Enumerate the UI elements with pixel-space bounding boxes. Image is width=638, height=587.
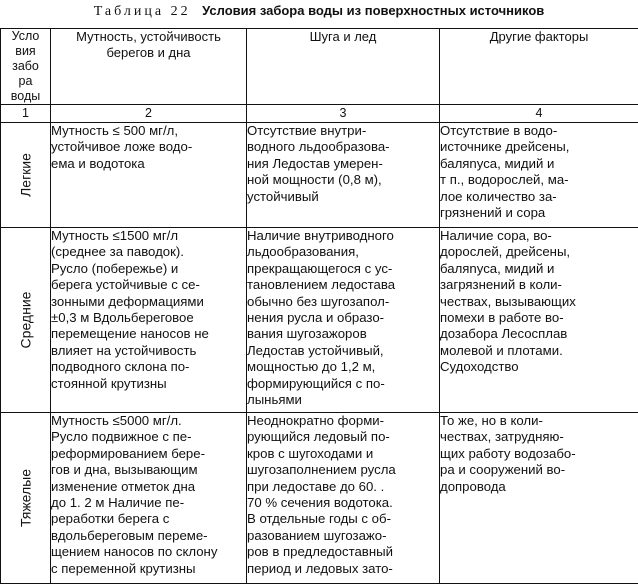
- condition-cell: [1, 123, 51, 228]
- column-number-row: [1, 105, 638, 123]
- condition-cell: [1, 413, 51, 584]
- table-row: [1, 123, 638, 228]
- table-number: Таблица 22: [93, 4, 191, 19]
- condition-label: Легкие: [17, 153, 33, 197]
- other-factors-cell: Наличие сора, во- дорослей, дрейсены, баляnуса, мидий и загрязнений в коли- чествах, вызывающих помехи в работе во- дозабора Лесосплав молевой и плотами. Судоходство: [440, 228, 638, 413]
- header-ice: Шуга и лед: [247, 29, 440, 105]
- table-row: [1, 413, 638, 584]
- ice-cell: Отсутствие внутри- водного льдообразова- ния Ледостав умерен- ной мощности (0,8 м), устойчивый: [247, 123, 440, 228]
- other-factors-cell: Отсутствие в водо- источнике дрейсены, баляnуса, мидий и т п., водорослей, ма- лое количество за- грязнений и сора: [440, 123, 638, 228]
- condition-label: Средние: [17, 291, 33, 349]
- table-row: [1, 228, 638, 413]
- turbidity-cell: Мутность ≤5000 мг/л. Русло подвижное с пе- реформированием бере- гов и дна, вызывающим изменение отметок дна до 1. 2 м Наличие пе- реработки берега с вдольбереговым переме- щением наносов по склону с переменной крутизны: [51, 413, 247, 584]
- column-number: 4: [440, 105, 638, 123]
- header-other: Другие факторы: [440, 29, 638, 105]
- ice-cell: Наличие внутриводного льдообразования, прекращающегося с ус- тановлением ледостава обычно без шугозапол- нения русла и образо- вания шугозажоров Ледостав устойчивый, мощностью до 1,2 м, формирующийся с по- лыньями: [247, 228, 440, 413]
- table-caption: [0, 0, 638, 22]
- other-factors-cell: То же, но в коли- чествах, затрудняю- щих работу водозабо- ра и сооружений во- допровода: [440, 413, 638, 584]
- condition-label: Тяжелые: [17, 468, 33, 528]
- column-number: 1: [1, 105, 51, 123]
- turbidity-cell: Мутность ≤1500 мг/л (среднее за паводок). Русло (побережье) и берега устойчивые с се- зонными деформациями ±0,3 м Вдольбереговое перемещение наносов не влияет на устойчивость подводного склона по- стоянной крутизны: [51, 228, 247, 413]
- column-number: 2: [51, 105, 247, 123]
- condition-cell: [1, 228, 51, 413]
- conditions-table: [0, 28, 638, 584]
- header-turbidity: Мутность, устойчивость берегов и дна: [51, 29, 247, 105]
- column-number: 3: [247, 105, 440, 123]
- header-conditions: Усло вия забо ра воды: [1, 29, 51, 105]
- header-row: [1, 29, 638, 105]
- ice-cell: Неоднократно форми- рующийся ледовый по- кров с шугоходами и шугозаполнением русла при ледоставе до 60. . 70 % сечения водотока. В отдельные годы с об- разованием шугозажо- ров в предледоставный период и ледовых зато-: [247, 413, 440, 584]
- turbidity-cell: Мутность ≤ 500 мг/л, устойчивое ложе водо- ема и водотока: [51, 123, 247, 228]
- table-title: Условия забора воды из поверхностных источников: [202, 3, 545, 18]
